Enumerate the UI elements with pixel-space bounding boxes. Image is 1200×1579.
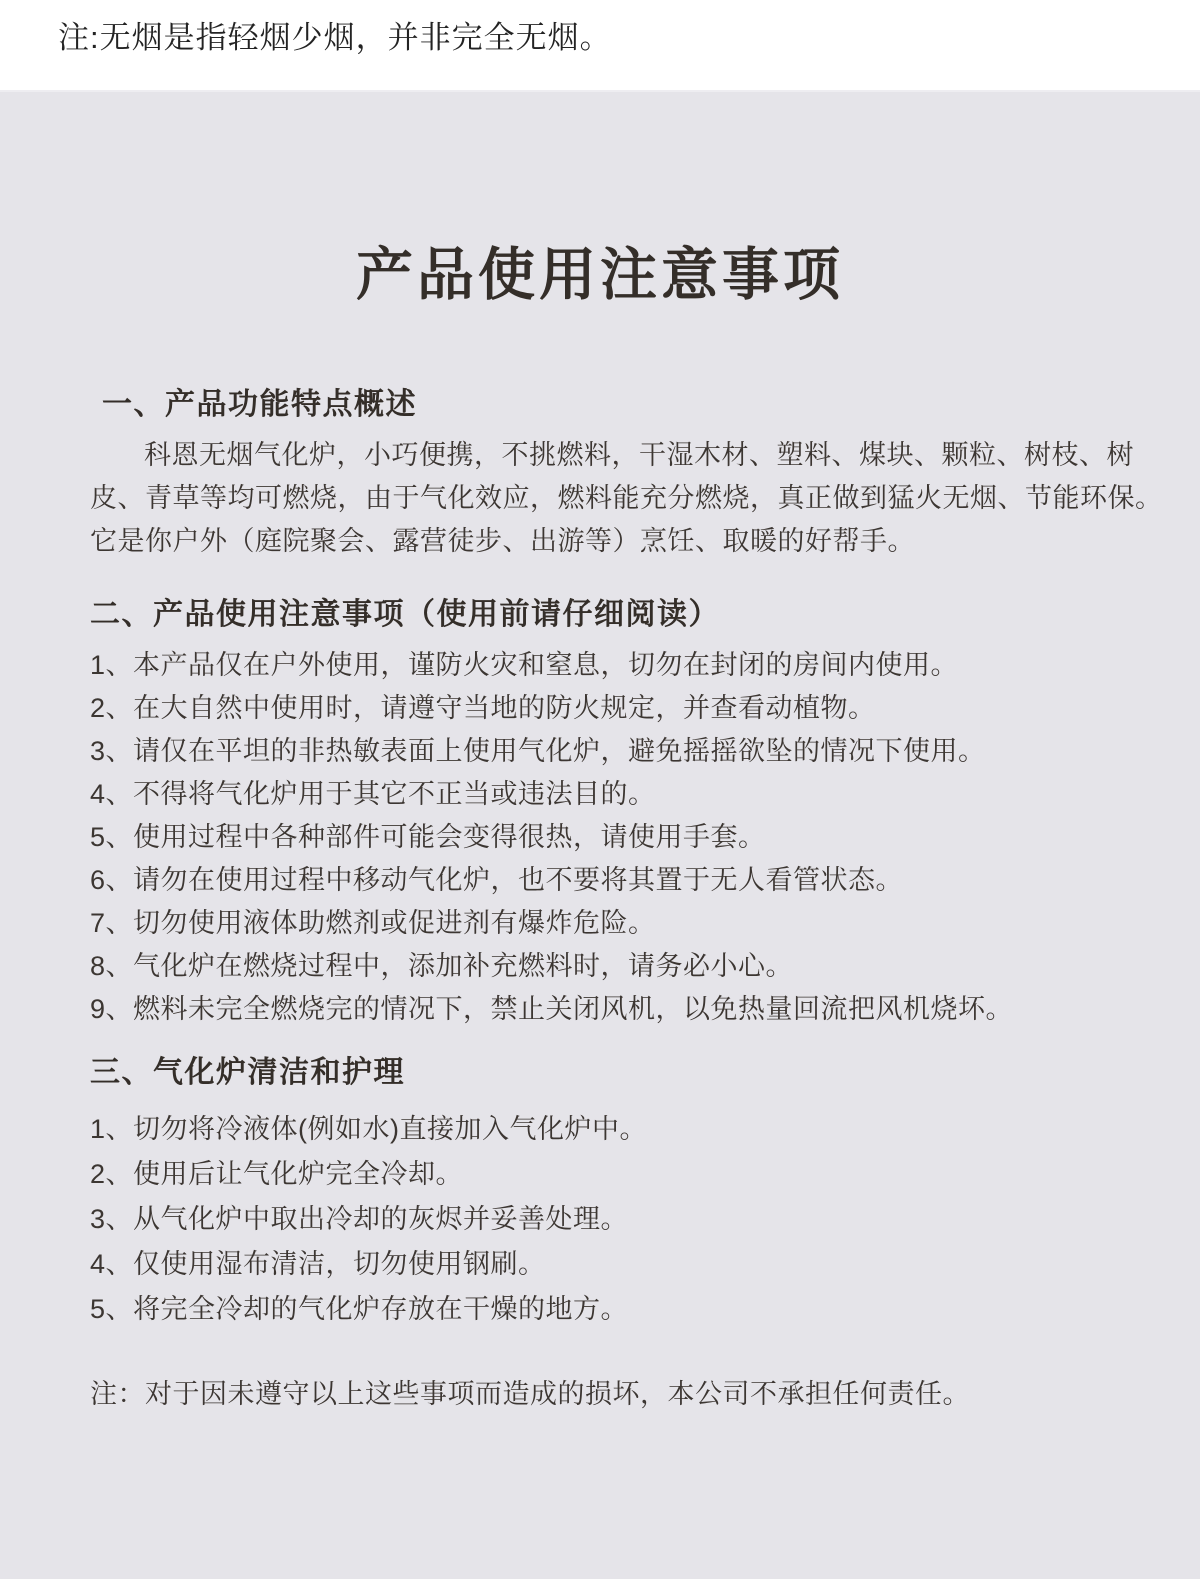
list-item: 7、切勿使用液体助燃剂或促进剂有爆炸危险。 (90, 908, 656, 938)
list-item: 3、从气化炉中取出冷却的灰烬并妥善处理。 (90, 1204, 629, 1234)
list-item: 2、在大自然中使用时，请遵守当地的防火规定，并查看动植物。 (90, 693, 876, 723)
list-item: 6、请勿在使用过程中移动气化炉，也不要将其置于无人看管状态。 (90, 865, 904, 895)
cleaning-care-list (90, 1107, 1140, 1332)
liability-disclaimer-note: 注：对于因未遵守以上这些事项而造成的损坏，本公司不承担任何责任。 (90, 1379, 970, 1409)
list-item: 4、仅使用湿布清洁，切勿使用钢刷。 (90, 1249, 546, 1279)
list-item: 1、本产品仅在户外使用，谨防火灾和窒息，切勿在封闭的房间内使用。 (90, 650, 959, 680)
page-title: 产品使用注意事项 (356, 243, 844, 307)
section-heading-usage-precautions: 二、产品使用注意事项（使用前请仔细阅读） (90, 598, 720, 631)
list-item: 5、使用过程中各种部件可能会变得很热，请使用手套。 (90, 822, 766, 852)
list-item: 2、使用后让气化炉完全冷却。 (90, 1159, 464, 1189)
section-heading-features-overview: 一、产品功能特点概述 (102, 388, 417, 421)
list-item: 4、不得将气化炉用于其它不正当或违法目的。 (90, 779, 656, 809)
features-overview-paragraph (90, 434, 1163, 563)
list-item: 3、请仅在平坦的非热敏表面上使用气化炉，避免摇摇欲坠的情况下使用。 (90, 736, 986, 766)
list-item: 9、燃料未完全燃烧完的情况下，禁止关闭风机，以免热量回流把风机烧坏。 (90, 994, 1014, 1024)
instructions-content (0, 389, 1200, 1411)
paragraph-line: 皮、青草等均可燃烧，由于气化效应，燃料能充分燃烧，真正做到猛火无烟、节能环保。 (90, 483, 1163, 513)
paragraph-line: 它是你户外（庭院聚会、露营徒步、出游等）烹饪、取暖的好帮手。 (90, 526, 915, 556)
list-item: 1、切勿将冷液体(例如水)直接加入气化炉中。 (90, 1114, 647, 1144)
list-item: 8、气化炉在燃烧过程中，添加补充燃料时，请务必小心。 (90, 951, 794, 981)
smokeless-disclaimer-note: 注:无烟是指轻烟少烟，并非完全无烟。 (58, 20, 612, 55)
paragraph-line: 科恩无烟气化炉，小巧便携，不挑燃料，干湿木材、塑料、煤块、颗粒、树枝、树 (144, 440, 1134, 470)
list-item: 5、将完全冷却的气化炉存放在干燥的地方。 (90, 1294, 629, 1324)
section-heading-cleaning-care: 三、气化炉清洁和护理 (90, 1056, 405, 1089)
instructions-panel (0, 90, 1200, 1579)
usage-precautions-list (90, 644, 1140, 1031)
